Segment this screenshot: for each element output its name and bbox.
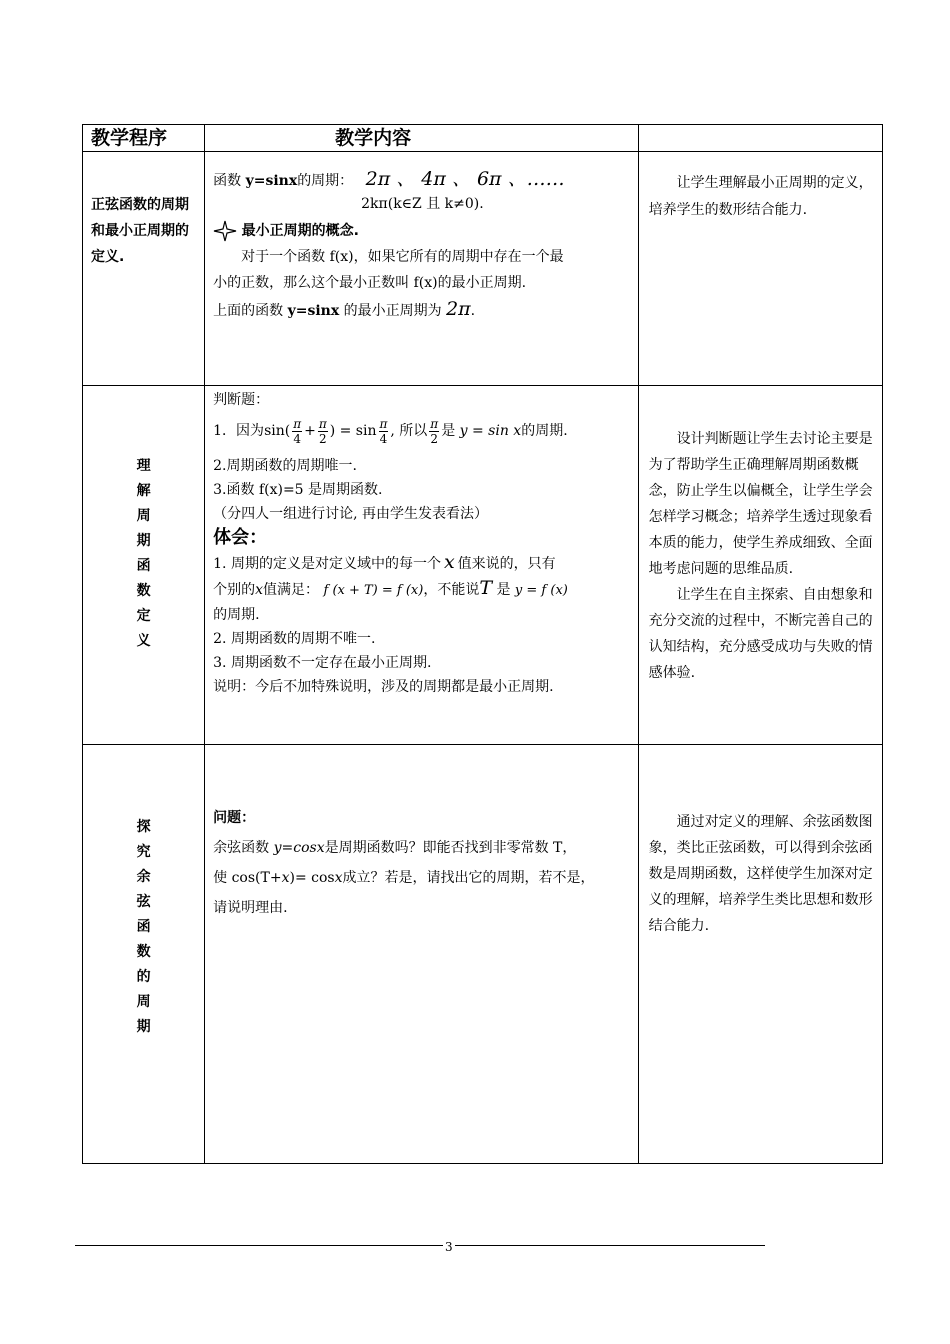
row2-content: [205, 386, 638, 705]
q1-equals-sin: ) = sin: [329, 423, 377, 439]
row1-note: 让学生理解最小正周期的定义，培养学生的数形结合能力.: [648, 175, 873, 218]
header-cell-content: [205, 125, 639, 152]
fraction: $\frac{\pi}{2}$: [430, 416, 439, 446]
sine-function: y=sinx: [245, 173, 298, 189]
row3-label-char: 数: [136, 944, 151, 960]
row3-content-cell: [205, 745, 639, 1164]
question-2: 2.周期函数的周期唯一.: [213, 458, 357, 474]
sine-period-line: [213, 166, 630, 194]
row1-note-cell: [638, 152, 882, 386]
row2-note-1: 设计判断题让学生去讨论主要是为了帮助学生正确理解周期函数概念，防止学生以偏概全，让学生学会怎样学习概念；培养学生透过现象看本质的能力，使学生养成细致、全面地考虑问题的思维品质.: [648, 431, 873, 577]
sine-period-prefix: 函数: [213, 173, 242, 189]
row3-note-cell: [638, 745, 882, 1164]
point-1: 1. 周期的定义是对定义域中的每一个 x 值来说的，只有: [213, 551, 556, 573]
q1-prefix: 1．因为: [213, 423, 265, 439]
cos-question-line-2: 使 cos(T+x)= cosx成立？若是，请找出它的周期，若不是，: [213, 870, 595, 886]
row2-label-char: 函: [136, 558, 151, 574]
min-period-value: 2π: [446, 298, 471, 320]
fraction: $\frac{\pi}{4}$: [293, 416, 302, 446]
fraction: $\frac{\pi}{2}$: [318, 416, 327, 446]
fraction: $\frac{\pi}{4}$: [379, 416, 388, 446]
point-2: 2. 周期函数的周期不唯一.: [213, 631, 376, 647]
question-title: 问题：: [213, 810, 256, 826]
concept-line: [213, 218, 630, 244]
point-3: 3. 周期函数不一定存在最小正周期.: [213, 655, 432, 671]
row2-label-char: 期: [136, 533, 151, 549]
row2-note-2: 让学生在自主探索、自由想象和充分交流的过程中，不断完善自己的认知结构，充分感受成功与失败的情感体验.: [648, 587, 873, 681]
concept-title: 最小正周期的概念.: [241, 223, 359, 239]
general-period: 2kπ(k∈Z 且 k≠0).: [361, 196, 484, 212]
row2-note-cell: [638, 386, 882, 745]
point-1-end: 的周期.: [213, 607, 260, 623]
row3-label-char: 余: [136, 869, 151, 885]
row2-label-char: 义: [136, 633, 151, 649]
row-cosine-period: [83, 745, 883, 1164]
row2-label-char: 定: [136, 608, 151, 624]
tihui-title: 体会：: [213, 527, 268, 548]
row1-label: 正弦函数的周期和最小正周期的定义.: [91, 197, 189, 265]
row3-label-char: 期: [136, 1019, 151, 1035]
question-3: 3.函数 f(x)=5 是周期函数.: [213, 482, 383, 498]
row3-label-char: 弦: [136, 894, 151, 910]
row2-label-char: 理: [136, 458, 151, 474]
row2-label-cell: [83, 386, 205, 745]
def3-suffix: 的最小正周期为: [343, 303, 442, 319]
cosine-function: y=cosx: [273, 840, 325, 856]
row-sine-period: [83, 152, 883, 386]
def3-prefix: 上面的函数: [213, 303, 284, 319]
row1-content-cell: [205, 152, 639, 386]
row3-label-cell: [83, 745, 205, 1164]
header-content: 教学内容: [335, 127, 412, 149]
header-row: [83, 125, 883, 152]
row-understand-definition: [83, 386, 883, 745]
row2-label-char: 数: [136, 583, 151, 599]
row3-note: 通过对定义的理解、余弦函数图象，类比正弦函数，可以得到余弦函数是周期函数，这样使学生加深对定义的理解，培养学生类比思想和数形结合能力.: [648, 814, 873, 934]
footer-rule: [75, 1245, 765, 1246]
header-procedure: 教学程序: [91, 127, 168, 149]
row3-label-char: 探: [136, 819, 151, 835]
sine-period-suffix: 的周期：: [297, 173, 354, 189]
header-cell-notes: [638, 125, 882, 152]
def3-function: y=sinx: [287, 303, 340, 319]
row3-label-char: 究: [136, 844, 151, 860]
definition-line-3: 上面的函数 y=sinx 的最小正周期为 2π.: [213, 298, 476, 320]
row2-label-char: 解: [136, 483, 151, 499]
row3-label-char: 函: [136, 919, 151, 935]
cos-question-line-1: 余弦函数 y=cosx是周期函数吗？即能否找到非零常数 T，: [213, 840, 577, 856]
judge-title: 判断题：: [213, 392, 270, 408]
row3-label-char: 的: [136, 969, 151, 985]
row3-label-char: 周: [136, 994, 151, 1010]
q1-function: y = sin x: [459, 423, 522, 439]
row3-content: [205, 745, 638, 929]
explanation: 说明：今后不加特殊说明，涉及的周期都是最小正周期.: [213, 679, 554, 695]
discussion-note: （分四人一组进行讨论, 再由学生发表看法）: [213, 506, 489, 522]
question-1: 1．因为sin( $\frac{\pi}{4}$ + $\frac{\pi}{2}$ ) = sin $\frac{\pi}{4}$ , 所以 $\frac{\pi}{2}$ 是 y = sin x的周期.: [213, 416, 568, 446]
point-1-cont: 个别的x值满足： f (x + T) = f (x)，不能说T 是 y = f (x): [213, 577, 568, 599]
row2-label-char: 周: [136, 508, 151, 524]
row3-label: [83, 745, 204, 1040]
row1-content: [205, 152, 638, 330]
definition-line-2: 小的正数，那么这个最小正数叫 f(x)的最小正周期.: [213, 275, 527, 291]
period-equation: f (x + T) = f (x): [323, 583, 424, 598]
row1-label-cell: [83, 152, 205, 386]
lesson-table: [82, 124, 883, 1164]
page-number: 3: [445, 1240, 453, 1254]
row2-label: [83, 386, 204, 654]
definition-line-1: 对于一个函数 f(x)，如果它所有的周期中存在一个最: [241, 249, 564, 265]
row2-content-cell: [205, 386, 639, 745]
cos-question-line-3: 请说明理由.: [213, 900, 288, 916]
header-cell-procedure: [83, 125, 205, 152]
four-point-star-icon: [213, 220, 237, 242]
sine-periods: 2π 、 4π 、 6π 、……: [365, 168, 565, 190]
q1-sin: sin(: [264, 423, 291, 439]
